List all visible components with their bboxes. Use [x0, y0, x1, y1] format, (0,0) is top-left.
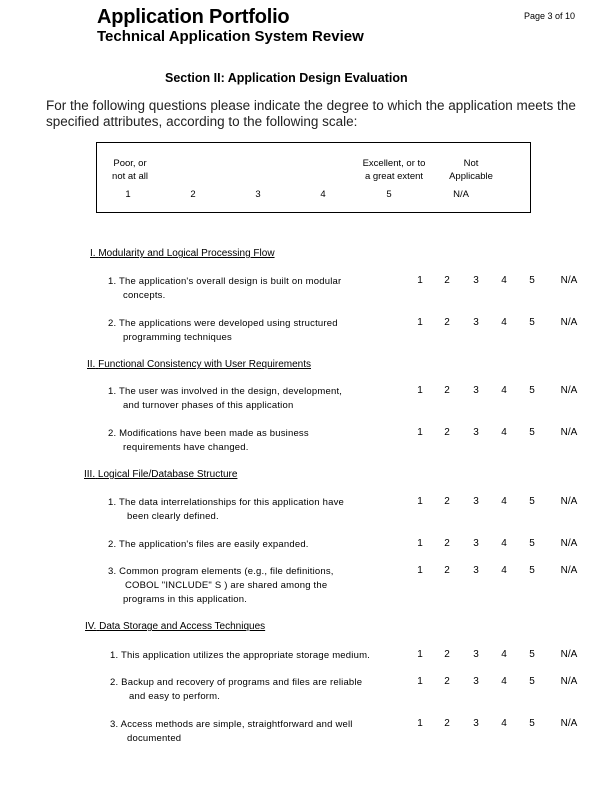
scale-na-line-1: Not [463, 158, 479, 169]
rating-option-4[interactable]: 4 [501, 317, 507, 328]
rating-option-3[interactable]: 3 [473, 496, 479, 507]
rating-option-2[interactable]: 2 [444, 565, 450, 576]
rating-option-1[interactable]: 1 [417, 565, 423, 576]
rating-option-2[interactable]: 2 [444, 427, 450, 438]
rating-option-5[interactable]: 5 [529, 496, 535, 507]
rating-option-na[interactable]: N/A [560, 317, 578, 328]
question: 1. The user was involved in the design, development, and turnover phases of this application [108, 386, 343, 411]
rating-option-5[interactable]: 5 [529, 538, 535, 549]
rating-option-3[interactable]: 3 [473, 275, 479, 286]
rating-option-na[interactable]: N/A [560, 538, 578, 549]
question: 3. Access methods are simple, straightforward and well documented [110, 719, 353, 744]
question: 1. The data interrelationships for this application have been clearly defined. [108, 497, 345, 522]
question: 2. The application's files are easily expanded. [108, 539, 309, 550]
question: 2. Backup and recovery of programs and files are reliable and easy to perform. [110, 677, 363, 702]
rating-option-na[interactable]: N/A [560, 565, 578, 576]
rating-option-4[interactable]: 4 [501, 538, 507, 549]
rating-option-3[interactable]: 3 [473, 649, 479, 660]
scale-na-line-2: Applicable [449, 171, 493, 182]
scale-high-line-2: a great extent [364, 171, 424, 182]
rating-option-4[interactable]: 4 [501, 676, 507, 687]
scale-high-line-1: Excellent, or to [362, 158, 426, 169]
rating-option-4[interactable]: 4 [501, 649, 507, 660]
document-title: Application Portfolio [97, 6, 290, 28]
rating-option-na[interactable]: N/A [560, 676, 578, 687]
rating-option-3[interactable]: 3 [473, 385, 479, 396]
question: 1. This application utilizes the appropriate storage medium. [110, 650, 371, 661]
rating-option-2[interactable]: 2 [444, 676, 450, 687]
question: 1. The application's overall design is built on modular concepts. [108, 276, 342, 301]
scale-na-label [440, 157, 502, 183]
group-heading: I. Modularity and Logical Processing Flow [90, 248, 275, 259]
rating-option-1[interactable]: 1 [417, 275, 423, 286]
rating-option-na[interactable]: N/A [560, 427, 578, 438]
section-title: Section II: Application Design Evaluation [165, 71, 408, 85]
rating-option-3[interactable]: 3 [473, 676, 479, 687]
rating-option-4[interactable]: 4 [501, 496, 507, 507]
group-heading: IV. Data Storage and Access Techniques [85, 621, 266, 632]
rating-option-2[interactable]: 2 [444, 385, 450, 396]
rating-option-5[interactable]: 5 [529, 427, 535, 438]
rating-option-4[interactable]: 4 [501, 565, 507, 576]
document-subtitle: Technical Application System Review [97, 28, 364, 45]
rating-option-4[interactable]: 4 [501, 275, 507, 286]
question: 2. The applications were developed using structured programming techniques [108, 318, 338, 343]
rating-option-2[interactable]: 2 [444, 275, 450, 286]
rating-option-1[interactable]: 1 [417, 496, 423, 507]
group-heading: II. Functional Consistency with User Requirements [87, 359, 311, 370]
rating-option-1[interactable]: 1 [417, 649, 423, 660]
rating-option-1[interactable]: 1 [417, 317, 423, 328]
question: 3. Common program elements (e.g., file definitions, COBOL "INCLUDE" S ) are shared among the programs in this application. [108, 566, 334, 605]
rating-option-na[interactable]: N/A [560, 718, 578, 729]
scale-value-5: 5 [386, 189, 392, 200]
rating-option-na[interactable]: N/A [560, 649, 578, 660]
rating-option-3[interactable]: 3 [473, 565, 479, 576]
scale-low-line-2: not at all [112, 171, 148, 182]
rating-option-1[interactable]: 1 [417, 385, 423, 396]
rating-option-4[interactable]: 4 [501, 385, 507, 396]
scale-value-2: 2 [190, 189, 196, 200]
scale-value-4: 4 [320, 189, 326, 200]
rating-option-3[interactable]: 3 [473, 317, 479, 328]
rating-option-5[interactable]: 5 [529, 385, 535, 396]
rating-option-2[interactable]: 2 [444, 317, 450, 328]
rating-option-3[interactable]: 3 [473, 427, 479, 438]
rating-option-2[interactable]: 2 [444, 718, 450, 729]
rating-option-1[interactable]: 1 [417, 427, 423, 438]
rating-option-4[interactable]: 4 [501, 718, 507, 729]
scale-low-label [100, 157, 160, 183]
rating-option-1[interactable]: 1 [417, 676, 423, 687]
rating-option-5[interactable]: 5 [529, 565, 535, 576]
scale-low-line-1: Poor, or [113, 158, 147, 169]
rating-option-1[interactable]: 1 [417, 718, 423, 729]
rating-option-5[interactable]: 5 [529, 676, 535, 687]
instructions-text: For the following questions please indicate the degree to which the application meets the specified attributes, according to the following scale: [46, 98, 576, 129]
scale-high-label [352, 157, 436, 183]
rating-option-5[interactable]: 5 [529, 275, 535, 286]
rating-option-na[interactable]: N/A [560, 275, 578, 286]
rating-option-5[interactable]: 5 [529, 649, 535, 660]
rating-option-5[interactable]: 5 [529, 718, 535, 729]
rating-option-2[interactable]: 2 [444, 649, 450, 660]
rating-option-2[interactable]: 2 [444, 496, 450, 507]
page-number: Page 3 of 10 [524, 11, 576, 21]
rating-option-na[interactable]: N/A [560, 385, 578, 396]
rating-option-na[interactable]: N/A [560, 496, 578, 507]
question: 2. Modifications have been made as business requirements have changed. [108, 428, 309, 453]
rating-option-1[interactable]: 1 [417, 538, 423, 549]
rating-option-5[interactable]: 5 [529, 317, 535, 328]
rating-option-2[interactable]: 2 [444, 538, 450, 549]
scale-value-1: 1 [125, 189, 131, 200]
rating-option-4[interactable]: 4 [501, 427, 507, 438]
rating-option-3[interactable]: 3 [473, 718, 479, 729]
scale-value-3: 3 [255, 189, 261, 200]
group-heading: III. Logical File/Database Structure [84, 469, 238, 480]
rating-option-3[interactable]: 3 [473, 538, 479, 549]
scale-value-na: N/A [453, 189, 469, 200]
